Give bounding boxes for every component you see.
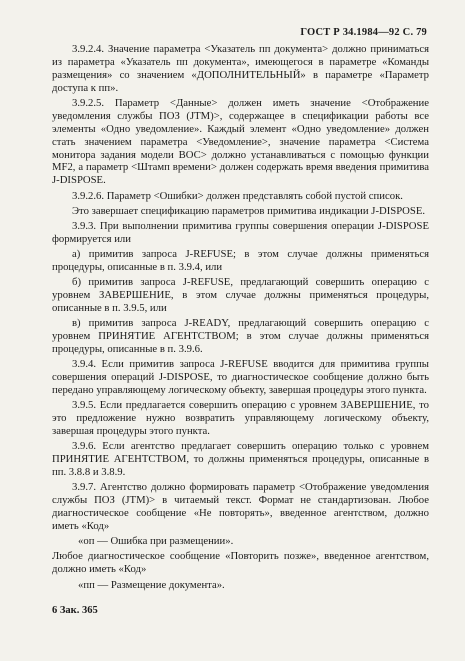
paragraph-3-9-2-4: 3.9.2.4. Значение параметра <Указатель пп документа> должно приниматься из параметра «Указатель пп документа», имеющегося в параметре «Команды размещения» со значением «ДОПОЛНИТЕЛЬНЫЙ» в параметре «Параметр доступа к пп». xyxy=(52,43,429,94)
paragraph-3-9-3: 3.9.3. При выполнении примитива группы совершения операции J-DISPOSE формируется или xyxy=(52,219,429,245)
paragraph-retry-later: Любое диагностическое сообщение «Повторить позже», введенное агентством, должно иметь «Код» xyxy=(52,550,429,576)
paragraph-3-9-7: 3.9.7. Агентство должно формировать параметр <Отображение уведомления службы ПОЗ (JTM)> в читаемый текст. Формат не стандартизован. Любое диагностическое сообщение «Не повторять», введенное агентством, должно иметь «Код» xyxy=(52,481,429,532)
paragraph-3-9-6: 3.9.6. Если агентство предлагает совершить операцию только с уровнем ПРИНЯТИЕ АГЕНТСТВОМ, то должны применяться процедуры, описанные в пп. 3.8.8 и 3.8.9. xyxy=(52,440,429,479)
paragraph-3-9-4: 3.9.4. Если примитив запроса J-REFUSE вводится для примитива группы совершения операций J-DISPOSE, то диагностическое сообщение должно быть передано управляющему логическому объекту, завершая процедуры этого пункта. xyxy=(52,358,429,397)
code-pp: «пп — Размещение документа». xyxy=(78,578,225,591)
paragraph-spec-end: Это завершает спецификацию параметров примитива индикации J-DISPOSE. xyxy=(72,204,426,217)
code-op: «оп — Ошибка при размещении». xyxy=(78,535,234,548)
paragraph-3-9-2-5: 3.9.2.5. Параметр <Данные> должен иметь значение <Отображение уведомления службы ПОЗ (JTM)>, содержащее в спецификации работы все элементы «Одно уведомление». Каждый элемент «Одно уведомление» должен стать значением параметра <Уведомление>, значение параметра <Система монитора задания модели ВОС> должно устанавливаться с помощью функции MF2, а параметр <Штамп времени> должен содержать время введения примитива J-DISPOSE. xyxy=(52,96,429,187)
list-item-v: в) примитив запроса J-READY, предлагающий совершить операцию с уровнем ПРИНЯТИЕ АГЕНТСТВОМ; в этом случае должны применяться процедуры, описанные в п. 3.9.6. xyxy=(52,317,429,356)
document-body xyxy=(52,43,429,594)
paragraph-3-9-5: 3.9.5. Если предлагается совершить операцию с уровнем ЗАВЕРШЕНИЕ, то это предложение нужно возвратить управляющему логическому объекту, завершая процедуры этого пункта. xyxy=(52,399,429,438)
paragraph-3-9-2-6: 3.9.2.6. Параметр <Ошибки> должен представлять собой пустой список. xyxy=(72,189,403,202)
list-item-b: б) примитив запроса J-REFUSE, предлагающий совершить операцию с уровнем ЗАВЕРШЕНИЕ, в этом случае должны применяться процедуры, описанные в п. 3.9.5, или xyxy=(52,276,429,314)
page-header: ГОСТ Р 34.1984—92 С. 79 xyxy=(300,27,427,38)
list-item-a: а) примитив запроса J-REFUSE; в этом случае должны применяться процедуры, описанные в п. 3.9.4, или xyxy=(52,248,429,273)
page-footer: 6 Зак. 365 xyxy=(52,605,98,616)
